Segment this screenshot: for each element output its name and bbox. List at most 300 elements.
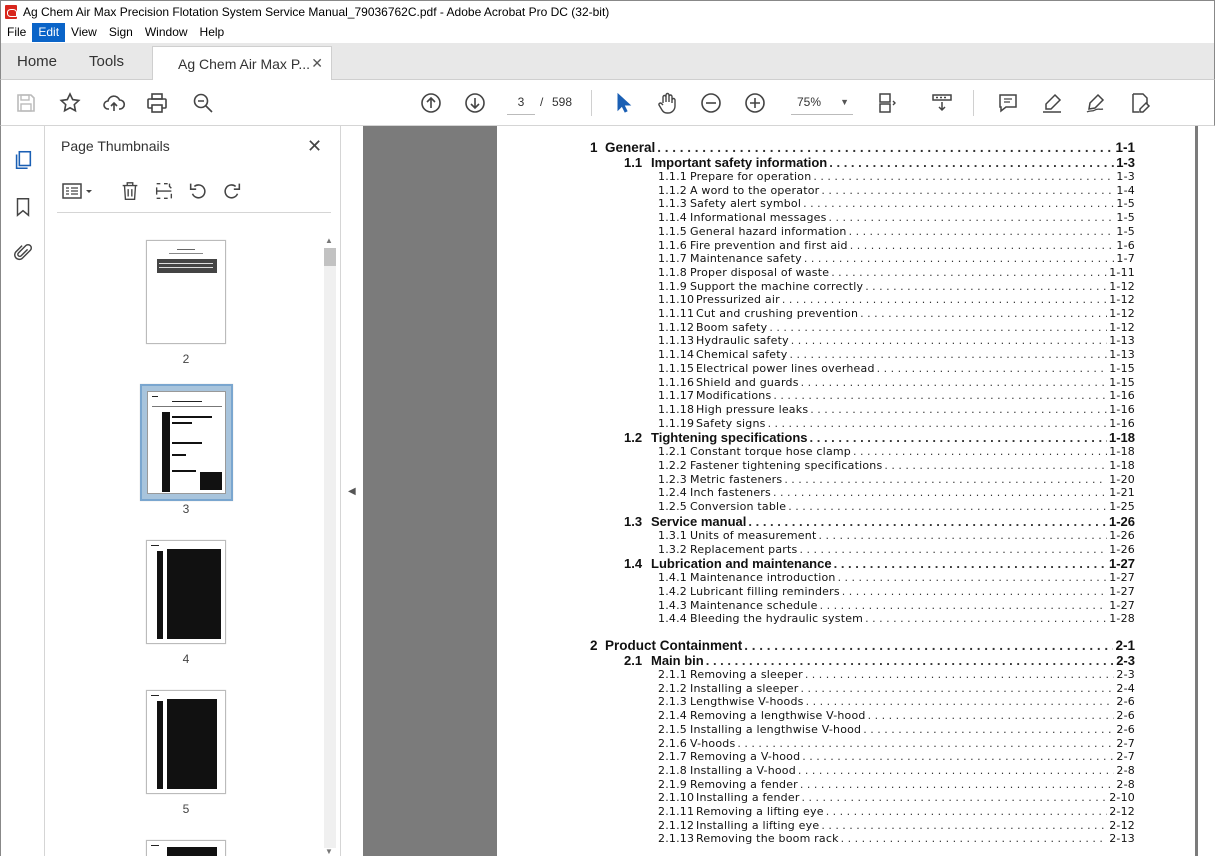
toc-entry-page: 1-25 [1109, 500, 1135, 514]
toc-entry-number: 2.1 [624, 653, 643, 668]
page-thumbnails-icon[interactable] [10, 147, 36, 173]
toc-entry[interactable] [658, 791, 1135, 804]
toc-entry-number: 1.1.12 [658, 320, 695, 334]
toc-entry[interactable] [590, 140, 1135, 155]
toc-entry-page: 1-5 [1116, 197, 1135, 211]
toc-entry-page: 1-27 [1109, 598, 1135, 612]
next-page-icon[interactable] [462, 90, 488, 116]
toc-dot-leader [865, 280, 1107, 293]
toc-entry-page: 1-20 [1109, 472, 1135, 486]
toc-dot-leader [784, 473, 1107, 486]
toc-entry[interactable] [658, 184, 1135, 197]
rotate-right-icon[interactable] [219, 178, 245, 204]
zoom-search-icon[interactable] [190, 90, 216, 116]
toc-entry-title: Maintenance schedule [690, 598, 818, 612]
toc-entry-number: 1.2.3 [658, 472, 687, 486]
toc-entry-title: Removing a lengthwise V-hood [690, 709, 866, 723]
toc-entry-number: 1.2.1 [658, 445, 687, 459]
toc-entry[interactable] [624, 556, 1135, 571]
toc-entry-title: Lubricant filling reminders [690, 584, 840, 598]
toc-entry[interactable] [658, 723, 1135, 736]
toc-entry-page: 2-8 [1116, 763, 1135, 777]
toolbar-divider [591, 90, 592, 116]
toc-entry-number: 1.1.4 [658, 211, 687, 225]
tab-document[interactable] [152, 46, 332, 81]
toc-entry-number: 1.4.3 [658, 598, 687, 612]
menu-window[interactable]: Window [144, 25, 188, 39]
collapse-left-icon[interactable]: ◀ [348, 486, 356, 497]
toc-entry[interactable] [624, 430, 1135, 445]
toc-entry[interactable] [658, 348, 1135, 361]
page-fit-icon[interactable] [874, 90, 900, 116]
delete-page-icon[interactable] [117, 178, 143, 204]
toc-entry-title: Installing a lengthwise V-hood [690, 722, 862, 736]
close-tab-icon[interactable]: ✕ [311, 55, 323, 71]
toc-entry[interactable] [658, 170, 1135, 183]
acrobat-pdf-icon [5, 5, 17, 19]
toc-entry-number: 2.1.5 [658, 722, 687, 736]
toc-entry[interactable] [658, 599, 1135, 612]
toc-entry-number: 1.1.13 [658, 334, 695, 348]
toc-entry-title: Support the machine correctly [690, 279, 864, 293]
thumbnails-scrollbar[interactable] [321, 236, 337, 856]
toc-entry-title: Informational messages [690, 211, 827, 225]
toc-entry-page: 1-15 [1109, 375, 1135, 389]
toc-entry[interactable] [658, 585, 1135, 598]
toc-entry-number: 1.4.2 [658, 584, 687, 598]
thumbnail-label: 5 [182, 802, 190, 816]
toc-entry-title: Electrical power lines overhead [696, 361, 875, 375]
toc-entry-title: Important safety information [651, 155, 828, 170]
scroll-down-icon[interactable]: ▼ [325, 847, 333, 856]
menu-edit[interactable]: Edit [32, 23, 65, 42]
panel-collapse-handle[interactable] [341, 126, 363, 856]
toc-entry-number: 1.1.8 [658, 265, 687, 279]
toc-entry-title: Tightening specifications [651, 430, 808, 446]
toc-entry-page: 1-3 [1116, 170, 1135, 183]
toc-dot-leader [821, 184, 1114, 197]
toc-entry-number: 1.1.5 [658, 224, 687, 238]
thumbnail-page-4[interactable] [146, 540, 226, 644]
close-panel-icon[interactable]: ✕ [307, 136, 323, 156]
toc-entry-title: Bleeding the hydraulic system [690, 612, 864, 626]
toc-entry-page: 2-3 [1116, 668, 1135, 681]
tab-tools[interactable]: Tools [89, 53, 125, 70]
toc-entry-title: Fastener tightening specifications [690, 459, 883, 472]
toc-dot-leader [805, 668, 1115, 681]
toc-dot-leader [806, 695, 1115, 708]
toc-entry[interactable] [658, 709, 1135, 722]
toc-entry-number: 1.4 [624, 556, 643, 572]
toc-entry[interactable] [658, 252, 1135, 265]
toc-dot-leader [800, 682, 1114, 695]
toc-entry-number: 1.3.2 [658, 542, 687, 556]
toc-entry-page: 2-6 [1116, 709, 1135, 723]
toc-dot-leader [841, 832, 1108, 845]
toc-dot-leader [773, 389, 1107, 402]
toc-dot-leader [818, 529, 1107, 542]
draw-sign-icon[interactable] [1083, 90, 1109, 116]
toc-entry-number: 2 [590, 638, 598, 653]
toc-entry-title: Proper disposal of waste [690, 265, 830, 279]
toc-entry-title: High pressure leaks [696, 402, 809, 416]
toc-entry-number: 2.1.3 [658, 695, 687, 709]
toc-dot-leader [829, 211, 1115, 224]
toc-entry-number: 1.2 [624, 430, 643, 446]
tab-document-label: Ag Chem Air Max P... [178, 56, 311, 72]
toc-entry[interactable] [658, 417, 1135, 430]
menu-view[interactable]: View [71, 25, 97, 39]
toc-entry-title: Product Containment [605, 638, 743, 653]
toc-entry-page: 1-27 [1108, 556, 1135, 572]
toc-entry[interactable] [658, 571, 1135, 584]
toc-entry-number: 2.1.9 [658, 777, 687, 791]
menu-bar [0, 22, 1215, 43]
toc-entry-number: 2.1.6 [658, 736, 687, 750]
select-cursor-icon[interactable] [610, 90, 636, 116]
toc-entry-title: Pressurized air [696, 293, 780, 307]
toc-entry-title: Inch fasteners [690, 486, 771, 500]
toc-entry-page: 2-12 [1109, 805, 1135, 818]
toc-entry-title: Units of measurement [690, 528, 817, 542]
toc-entry[interactable] [658, 832, 1135, 845]
star-bookmark-icon[interactable] [57, 90, 83, 116]
toc-dot-leader [791, 334, 1107, 347]
toc-dot-leader [801, 376, 1108, 389]
toc-entry-number: 1.1.7 [658, 252, 687, 266]
toc-dot-leader [829, 155, 1114, 170]
menu-help[interactable]: Help [199, 25, 225, 39]
toc-entry[interactable] [658, 737, 1135, 750]
toc-dot-leader [744, 638, 1113, 653]
bookmark-icon[interactable] [10, 194, 36, 220]
zoom-in-icon[interactable] [742, 90, 768, 116]
toc-entry[interactable] [658, 376, 1135, 389]
toc-entry[interactable] [658, 778, 1135, 791]
toc-dot-leader [789, 348, 1107, 361]
toc-entry-number: 1.1.15 [658, 361, 695, 375]
thumbnail-page-3-selected[interactable] [140, 384, 233, 501]
toc-entry-page: 1-18 [1109, 445, 1135, 459]
thumbnail-options-icon[interactable] [59, 178, 97, 204]
toc-entry[interactable] [624, 514, 1135, 529]
toc-entry-number: 1.1.17 [658, 389, 695, 403]
toc-entry[interactable] [658, 529, 1135, 542]
toc-entry-page: 1-18 [1108, 430, 1135, 446]
toc-entry-page: 1-16 [1109, 402, 1135, 416]
zoom-level-select[interactable] [791, 90, 853, 115]
thumbnail-page-6[interactable] [146, 840, 226, 856]
toc-entry[interactable] [658, 459, 1135, 472]
toc-dot-leader [877, 362, 1108, 375]
scroll-up-icon[interactable]: ▲ [325, 236, 333, 245]
toc-dot-leader [813, 170, 1114, 183]
toc-entry-page: 1-28 [1109, 612, 1135, 626]
toc-entry-title: Installing a lifting eye [696, 818, 820, 832]
toc-entry-title: Maintenance introduction [690, 571, 836, 585]
thumbnail-page-5[interactable] [146, 690, 226, 794]
cloud-upload-icon[interactable] [101, 90, 127, 116]
toc-entry[interactable] [624, 653, 1135, 668]
title-bar [0, 0, 1215, 22]
toc-entry-page: 1-12 [1109, 307, 1135, 320]
toc-dot-leader [706, 653, 1114, 668]
tab-bar [0, 43, 1215, 80]
window-title: Ag Chem Air Max Precision Flotation System Service Manual_79036762C.pdf - Adobe Acrobat Pro DC (32-bit) [23, 4, 610, 19]
toc-entry[interactable] [658, 266, 1135, 279]
toc-entry[interactable] [658, 307, 1135, 320]
page-separator: / [540, 95, 544, 109]
zoom-level-value: 75% [797, 95, 822, 109]
toc-entry[interactable] [658, 486, 1135, 499]
toc-dot-leader [853, 445, 1107, 458]
toc-dot-leader [802, 791, 1108, 804]
toc-dot-leader [768, 417, 1108, 430]
toc-dot-leader [737, 737, 1114, 750]
toc-entry-number: 1.2.2 [658, 459, 687, 472]
toc-entry[interactable] [658, 682, 1135, 695]
toc-entry-number: 1.1.10 [658, 293, 695, 307]
toc-dot-leader [773, 486, 1107, 499]
toc-entry-title: Fire prevention and first aid [690, 238, 848, 252]
toc-entry-title: A word to the operator [690, 183, 820, 197]
tab-home[interactable]: Home [17, 53, 58, 70]
toc-entry-number: 1.3.1 [658, 528, 687, 542]
toc-entry-page: 2-10 [1109, 791, 1135, 805]
page-thumbnails-panel [45, 126, 341, 856]
toc-entry-title: Hydraulic safety [696, 334, 789, 348]
toc-entry-page: 1-16 [1109, 389, 1135, 403]
toc-entry[interactable] [658, 750, 1135, 763]
toc-entry[interactable] [658, 362, 1135, 375]
toc-entry-page: 1-12 [1109, 320, 1135, 334]
toc-entry-number: 1.3 [624, 513, 643, 529]
toc-dot-leader [657, 140, 1113, 155]
fill-sign-icon[interactable] [1127, 90, 1153, 116]
scroll-track[interactable] [1202, 126, 1211, 856]
toc-entry-number: 2.1.12 [658, 818, 695, 832]
toc-entry-title: Conversion table [690, 500, 787, 514]
thumbnail-tools [57, 178, 333, 206]
toc-entry-page: 2-13 [1109, 832, 1135, 846]
toc-entry-number: 2.1.1 [658, 668, 687, 681]
toc-entry-page: 2-4 [1116, 681, 1135, 695]
thumbnail-label: 3 [182, 502, 190, 516]
toc-entry[interactable] [658, 389, 1135, 402]
zoom-out-icon[interactable] [698, 90, 724, 116]
toc-entry-page: 1-27 [1109, 584, 1135, 598]
toc-dot-leader [849, 225, 1115, 238]
toc-entry-number: 1.1.2 [658, 183, 687, 197]
scroll-mode-icon[interactable] [929, 90, 955, 116]
toc-dot-leader [863, 723, 1114, 736]
toc-entry-page: 2-7 [1116, 750, 1135, 764]
toc-entry-number: 1 [590, 140, 598, 155]
toc-entry-title: V-hoods [690, 736, 736, 750]
toc-entry[interactable] [658, 543, 1135, 556]
toc-entry-page: 1-12 [1109, 279, 1135, 293]
toc-entry-page: 1-12 [1109, 293, 1135, 307]
toc-entry-page: 2-3 [1116, 653, 1135, 668]
toc-dot-leader [799, 543, 1107, 556]
toc-entry-number: 1.1.6 [658, 238, 687, 252]
toc-entry[interactable] [658, 225, 1135, 238]
toc-entry-number: 1.1.11 [658, 307, 695, 320]
toc-entry-title: Removing a fender [690, 777, 798, 791]
toc-entry-page: 1-13 [1109, 334, 1135, 348]
toc-entry[interactable] [658, 819, 1135, 832]
toc-entry[interactable] [658, 334, 1135, 347]
toc-dot-leader [769, 321, 1107, 334]
page-number-input[interactable]: 3 [507, 90, 535, 115]
toc-entry-title: General hazard information [690, 224, 847, 238]
toc-entry-title: Chemical safety [696, 348, 788, 362]
toc-entry-page: 2-6 [1116, 695, 1135, 709]
save-icon[interactable] [13, 90, 39, 116]
main-toolbar [0, 80, 1215, 126]
document-viewer[interactable] [363, 126, 1215, 856]
toc-entry-number: 1.1.16 [658, 375, 695, 389]
toc-entry-title: Removing a sleeper [690, 668, 803, 681]
toc-entry[interactable] [658, 612, 1135, 625]
toc-entry[interactable] [658, 445, 1135, 458]
toolbar-divider [973, 90, 974, 116]
toc-entry-number: 2.1.13 [658, 832, 695, 846]
toc-dot-leader [850, 239, 1115, 252]
toc-entry-title: Lubrication and maintenance [651, 556, 832, 572]
toc-dot-leader [831, 266, 1107, 279]
toc-entry-page: 1-27 [1109, 571, 1135, 585]
toc-entry-page: 1-16 [1109, 416, 1135, 430]
toc-dot-leader [798, 764, 1115, 777]
toc-entry-page: 2-7 [1116, 736, 1135, 750]
toc-entry-title: Constant torque hose clamp [690, 445, 851, 459]
highlight-pen-icon[interactable] [1039, 90, 1065, 116]
toc-entry-number: 2.1.10 [658, 791, 695, 805]
toc-dot-leader [865, 612, 1107, 625]
thumbnail-label: 4 [182, 652, 190, 666]
toc-entry[interactable] [658, 500, 1135, 513]
comment-icon[interactable] [995, 90, 1021, 116]
toc-entry-title: Main bin [651, 653, 704, 668]
menu-sign[interactable]: Sign [108, 25, 133, 39]
hand-tool-icon[interactable] [654, 90, 680, 116]
toc-entry[interactable] [658, 239, 1135, 252]
toc-entry-page: 1-26 [1109, 528, 1135, 542]
toc-entry-page: 2-12 [1109, 818, 1135, 832]
toc-entry-title: Metric fasteners [690, 472, 783, 486]
toc-entry-number: 1.1.9 [658, 279, 687, 293]
toc-entry-page: 2-1 [1115, 638, 1135, 653]
toc-entry-page: 1-18 [1109, 459, 1135, 472]
toc-entry-title: Cut and crushing prevention [696, 307, 859, 320]
toc-entry-number: 1.1.18 [658, 402, 695, 416]
toc-entry-number: 1.1.14 [658, 348, 695, 362]
scroll-track[interactable] [324, 248, 336, 848]
scroll-thumb[interactable] [324, 248, 336, 266]
toc-entry-page: 1-4 [1116, 183, 1135, 197]
toc-entry-title: Modifications [696, 389, 772, 403]
toc-entry[interactable] [658, 805, 1135, 818]
toc-entry-page: 1-26 [1108, 513, 1135, 529]
toc-entry[interactable] [658, 403, 1135, 416]
document-scrollbar[interactable] [1198, 126, 1215, 856]
toc-entry-title: Installing a fender [696, 791, 800, 805]
toc-entry-title: Safety signs [696, 416, 766, 430]
toc-dot-leader [820, 599, 1108, 612]
page-total: 598 [552, 95, 573, 109]
toc-entry-page: 1-26 [1109, 542, 1135, 556]
toc-entry[interactable] [658, 668, 1135, 681]
toc-entry-page: 1-5 [1116, 224, 1135, 238]
toc-entry-page: 1-1 [1115, 140, 1135, 155]
toc-entry-number: 1.2.4 [658, 486, 687, 500]
toc-entry-number: 1.2.5 [658, 500, 687, 514]
toc-entry-number: 2.1.2 [658, 681, 687, 695]
toc-entry-number: 1.1.1 [658, 170, 687, 183]
toc-entry-page: 1-5 [1116, 211, 1135, 225]
panel-divider [57, 212, 331, 213]
chevron-down-icon: ▼ [840, 97, 849, 107]
toc-dot-leader [860, 307, 1107, 320]
menu-file[interactable]: File [7, 25, 27, 39]
print-icon[interactable] [144, 90, 170, 116]
toc-dot-leader [788, 500, 1107, 513]
toc-entry[interactable] [658, 764, 1135, 777]
toc-dot-leader [821, 819, 1107, 832]
toc-entry[interactable] [658, 473, 1135, 486]
toc-entry-page: 1-13 [1109, 348, 1135, 362]
toc-entry-number: 1.1.19 [658, 416, 695, 430]
toc-entry[interactable] [658, 197, 1135, 210]
toc-entry-title: Removing a V-hood [690, 750, 801, 764]
toc-entry-number: 2.1.4 [658, 709, 687, 723]
toc-entry-page: 1-21 [1109, 486, 1135, 500]
toc-entry[interactable] [658, 280, 1135, 293]
toc-dot-leader [803, 197, 1114, 210]
toc-dot-leader [838, 571, 1108, 584]
toc-entry-number: 1.4.4 [658, 612, 687, 626]
attachment-paperclip-icon[interactable] [10, 240, 36, 266]
previous-page-icon[interactable] [418, 90, 444, 116]
toc-entry-page: 2-6 [1116, 722, 1135, 736]
toc-entry[interactable] [658, 293, 1135, 306]
toc-entry-title: Removing the boom rack [696, 832, 839, 846]
toc-entry[interactable] [624, 155, 1135, 170]
toc-entry-number: 1.1.3 [658, 197, 687, 211]
toc-entry-title: Maintenance safety [690, 252, 802, 266]
toc-entry-title: Shield and guards [696, 375, 799, 389]
toc-entry-title: Installing a V-hood [690, 763, 796, 777]
toc-entry-page: 1-15 [1109, 361, 1135, 375]
toc-entry-number: 2.1.11 [658, 805, 695, 818]
document-page [497, 126, 1195, 856]
toc-entry[interactable] [658, 321, 1135, 334]
insert-page-icon[interactable] [151, 178, 177, 204]
toc-entry-page: 1-7 [1116, 252, 1135, 266]
toc-entry-title: Installing a sleeper [690, 681, 799, 695]
toc-entry-title: Removing a lifting eye [696, 805, 824, 818]
toc-dot-leader [810, 403, 1107, 416]
toc-entry[interactable] [658, 695, 1135, 708]
toc-entry-number: 2.1.8 [658, 763, 687, 777]
toc-dot-leader [748, 514, 1107, 529]
toc-entry[interactable] [658, 211, 1135, 224]
toc-entry[interactable] [590, 638, 1135, 653]
rotate-left-icon[interactable] [185, 178, 211, 204]
thumbnail-page-2[interactable] [146, 240, 226, 344]
toc-dot-leader [826, 805, 1108, 818]
